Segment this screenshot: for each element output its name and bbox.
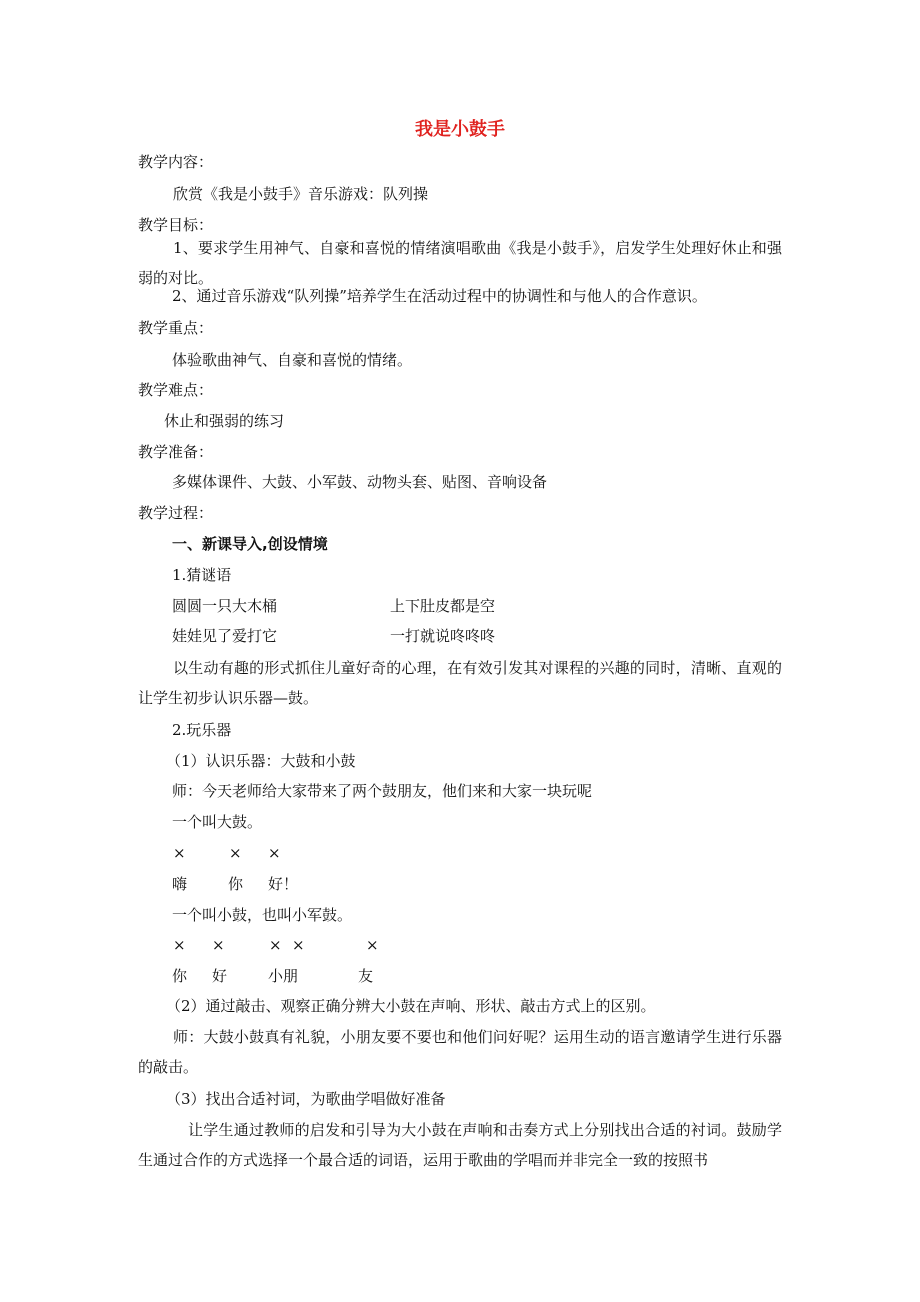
big-drum-word-1: 嗨 bbox=[172, 875, 188, 893]
section1-heading: 一、新课导入,创设情境 bbox=[172, 535, 328, 553]
big-drum-word-2: 你 bbox=[228, 875, 244, 893]
content-text: 欣赏《我是小鼓手》音乐游戏：队列操 bbox=[173, 185, 429, 203]
big-drum-word-3: 好！ bbox=[268, 875, 299, 893]
teacher-line-2: 师：大鼓小鼓真有礼貌，小朋友要不要也和他们问好呢？运用生动的语言邀请学生进行乐器的敲击。 bbox=[138, 1028, 782, 1076]
difficulty-text: 休止和强弱的练习 bbox=[164, 412, 285, 430]
process-heading: 教学过程： bbox=[138, 504, 214, 522]
document-title: 我是小鼓手 bbox=[415, 119, 505, 140]
goals-heading: 教学目标： bbox=[138, 216, 214, 234]
small-drum-beat-2: × bbox=[212, 936, 225, 954]
riddle-line1-b: 上下肚皮都是空 bbox=[390, 597, 496, 615]
teacher-line-1: 师：今天老师给大家带来了两个鼓朋友，他们来和大家一块玩呢 bbox=[172, 782, 593, 800]
goal-1: 1、要求学生用神气、自豪和喜悦的情绪演唱歌曲《我是小鼓手》，启发学生处理好休止和强弱的对比。 bbox=[138, 239, 782, 287]
difficulty-heading: 教学难点： bbox=[138, 381, 214, 399]
big-drum-beat-3: × bbox=[268, 844, 281, 862]
small-drum-word-3: 小朋 bbox=[268, 967, 299, 985]
step-1: （1）认识乐器：大鼓和小鼓 bbox=[166, 752, 356, 770]
big-drum-beat-2: × bbox=[229, 844, 242, 862]
big-drum-beat-1: × bbox=[173, 844, 186, 862]
big-drum-intro: 一个叫大鼓。 bbox=[172, 813, 263, 831]
small-drum-beat-1: × bbox=[173, 936, 186, 954]
step-2: （2）通过敲击、观察正确分辨大小鼓在声响、形状、敲击方式上的区别。 bbox=[166, 997, 656, 1015]
riddle-line2-b: 一打就说咚咚咚 bbox=[390, 627, 496, 645]
step-3: （3）找出合适衬词，为歌曲学唱做好准备 bbox=[166, 1090, 446, 1108]
play-heading: 2.玩乐器 bbox=[172, 721, 232, 739]
small-drum-intro: 一个叫小鼓，也叫小军鼓。 bbox=[172, 906, 353, 924]
riddle-heading: 1.猜谜语 bbox=[172, 566, 232, 584]
small-drum-word-4: 友 bbox=[358, 967, 374, 985]
riddle-explain: 以生动有趣的形式抓住儿童好奇的心理，在有效引发其对课程的兴趣的同时，清晰、直观的让学生初步认识乐器—鼓。 bbox=[138, 659, 782, 707]
riddle-line1-a: 圆圆一只大木桶 bbox=[172, 597, 278, 615]
key-heading: 教学重点： bbox=[138, 319, 214, 337]
final-paragraph: 让学生通过教师的启发和引导为大小鼓在声响和击奏方式上分别找出合适的衬词。鼓励学生通过合作的方式选择一个最合适的词语，运用于歌曲的学唱而并非完全一致的按照书 bbox=[138, 1121, 782, 1169]
small-drum-beat-3: × bbox=[269, 936, 282, 954]
small-drum-beat-5: × bbox=[366, 936, 379, 954]
prep-text: 多媒体课件、大鼓、小军鼓、动物头套、贴图、音响设备 bbox=[172, 473, 548, 491]
small-drum-word-1: 你 bbox=[172, 967, 188, 985]
riddle-line2-a: 娃娃见了爱打它 bbox=[172, 627, 278, 645]
prep-heading: 教学准备： bbox=[138, 443, 214, 461]
key-text: 体验歌曲神气、自豪和喜悦的情绪。 bbox=[172, 351, 413, 369]
small-drum-word-2: 好 bbox=[212, 967, 228, 985]
small-drum-beat-4: × bbox=[292, 936, 305, 954]
goal-2: 2、通过音乐游戏“队列操”培养学生在活动过程中的协调性和与他人的合作意识。 bbox=[172, 287, 707, 305]
content-heading: 教学内容： bbox=[138, 153, 214, 171]
